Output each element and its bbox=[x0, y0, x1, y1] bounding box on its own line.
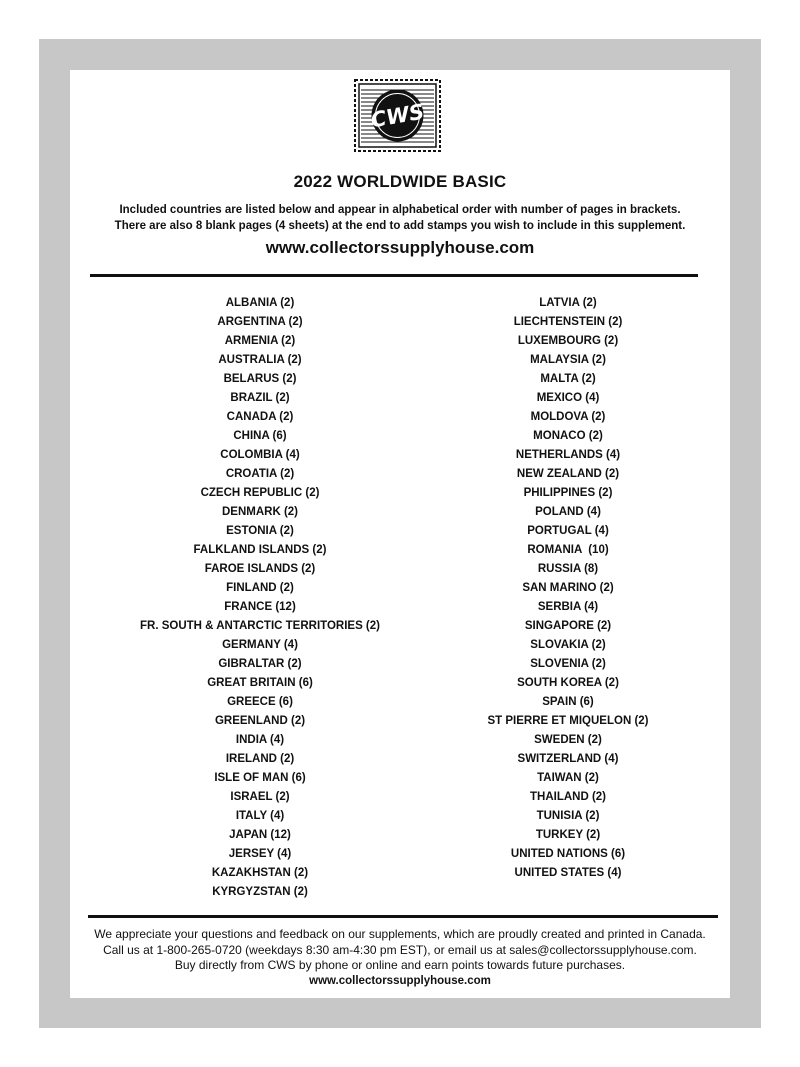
country-item: PHILIPPINES (2) bbox=[523, 487, 613, 499]
country-item: ARMENIA (2) bbox=[224, 335, 296, 347]
country-item: FAROE ISLANDS (2) bbox=[204, 563, 316, 575]
country-item: CROATIA (2) bbox=[225, 468, 295, 480]
divider bbox=[90, 274, 698, 277]
country-item: PORTUGAL (4) bbox=[527, 525, 609, 537]
footer-line: Call us at 1-800-265-0720 (weekdays 8:30 am-4:30 pm EST), or email us at sales@collectorssupplyhouse.com. bbox=[103, 942, 697, 957]
country-item: MALAYSIA (2) bbox=[530, 354, 606, 366]
country-item: INDIA (4) bbox=[235, 734, 285, 746]
country-item: RUSSIA (8) bbox=[537, 563, 599, 575]
footer bbox=[0, 927, 800, 989]
country-item: ITALY (4) bbox=[235, 810, 285, 822]
page-title: 2022 WORLDWIDE BASIC bbox=[293, 172, 507, 191]
country-item: JERSEY (4) bbox=[228, 848, 292, 860]
country-item: KAZAKHSTAN (2) bbox=[211, 867, 309, 879]
country-item: NETHERLANDS (4) bbox=[515, 449, 621, 461]
country-item: ISRAEL (2) bbox=[230, 791, 290, 803]
divider bbox=[88, 915, 718, 918]
country-item: UNITED STATES (4) bbox=[514, 867, 622, 879]
country-item: SWEDEN (2) bbox=[534, 734, 602, 746]
footer-line: We appreciate your questions and feedback on our supplements, which are proudly created and printed in Canada. bbox=[94, 927, 706, 941]
country-item: NEW ZEALAND (2) bbox=[516, 468, 620, 480]
country-list-left bbox=[80, 294, 440, 902]
country-item: ST PIERRE ET MIQUELON (2) bbox=[487, 715, 649, 727]
country-item: SERBIA (4) bbox=[537, 601, 599, 613]
intro-line: Included countries are listed below and appear in alphabetical order with number of pages in brackets. bbox=[119, 204, 681, 216]
intro-line: There are also 8 blank pages (4 sheets) at the end to add stamps you wish to include in this supplement. bbox=[114, 220, 686, 232]
country-item: GREAT BRITAIN (6) bbox=[207, 677, 313, 689]
country-item: MEXICO (4) bbox=[536, 392, 600, 404]
country-item: FRANCE (12) bbox=[224, 601, 296, 613]
country-item: ISLE OF MAN (6) bbox=[214, 772, 306, 784]
country-item: DENMARK (2) bbox=[221, 506, 299, 518]
country-item: TAIWAN (2) bbox=[537, 772, 599, 784]
country-item: FALKLAND ISLANDS (2) bbox=[193, 544, 327, 556]
country-item: AUSTRALIA (2) bbox=[218, 354, 302, 366]
country-list-right bbox=[440, 294, 696, 883]
country-item: GERMANY (4) bbox=[222, 639, 298, 651]
footer-website-link[interactable]: www.collectorssupplyhouse.com bbox=[309, 974, 491, 987]
cws-stamp-logo bbox=[351, 76, 444, 155]
country-item: SLOVAKIA (2) bbox=[530, 639, 606, 651]
country-item: LUXEMBOURG (2) bbox=[517, 335, 619, 347]
country-item: MOLDOVA (2) bbox=[530, 411, 606, 423]
country-item: TURKEY (2) bbox=[535, 829, 601, 841]
country-item: IRELAND (2) bbox=[225, 753, 295, 765]
website-link[interactable]: www.collectorssupplyhouse.com bbox=[265, 238, 535, 257]
country-item: SINGAPORE (2) bbox=[524, 620, 612, 632]
country-item: COLOMBIA (4) bbox=[220, 449, 300, 461]
intro-text bbox=[0, 202, 800, 234]
country-item: LIECHTENSTEIN (2) bbox=[513, 316, 623, 328]
country-item: GREENLAND (2) bbox=[214, 715, 306, 727]
country-item: BRAZIL (2) bbox=[230, 392, 290, 404]
country-item: POLAND (4) bbox=[535, 506, 601, 518]
country-item: LATVIA (2) bbox=[539, 297, 597, 309]
country-item: FINLAND (2) bbox=[226, 582, 294, 594]
country-item: MONACO (2) bbox=[533, 430, 603, 442]
country-item: ROMANIA (10) bbox=[527, 544, 609, 556]
country-item: ARGENTINA (2) bbox=[217, 316, 303, 328]
country-item: GREECE (6) bbox=[227, 696, 293, 708]
footer-line: Buy directly from CWS by phone or online and earn points towards future purchases. bbox=[174, 958, 626, 972]
logo-text: CWS bbox=[368, 99, 427, 133]
country-item: SPAIN (6) bbox=[542, 696, 594, 708]
country-item: UNITED NATIONS (6) bbox=[510, 848, 626, 860]
country-item: TUNISIA (2) bbox=[536, 810, 600, 822]
country-item: ALBANIA (2) bbox=[225, 297, 295, 309]
country-item: CZECH REPUBLIC (2) bbox=[200, 487, 320, 499]
country-item: THAILAND (2) bbox=[529, 791, 607, 803]
country-item: GIBRALTAR (2) bbox=[218, 658, 302, 670]
country-item: SWITZERLAND (4) bbox=[517, 753, 619, 765]
country-item: MALTA (2) bbox=[540, 373, 596, 385]
country-item: JAPAN (12) bbox=[229, 829, 291, 841]
country-item: CHINA (6) bbox=[233, 430, 287, 442]
country-item: BELARUS (2) bbox=[223, 373, 297, 385]
country-item: SOUTH KOREA (2) bbox=[517, 677, 619, 689]
country-item: SLOVENIA (2) bbox=[530, 658, 606, 670]
country-item: KYRGYZSTAN (2) bbox=[212, 886, 308, 898]
country-item: SAN MARINO (2) bbox=[522, 582, 614, 594]
country-item: FR. SOUTH & ANTARCTIC TERRITORIES (2) bbox=[139, 620, 380, 632]
country-item: ESTONIA (2) bbox=[226, 525, 294, 537]
country-item: CANADA (2) bbox=[226, 411, 294, 423]
